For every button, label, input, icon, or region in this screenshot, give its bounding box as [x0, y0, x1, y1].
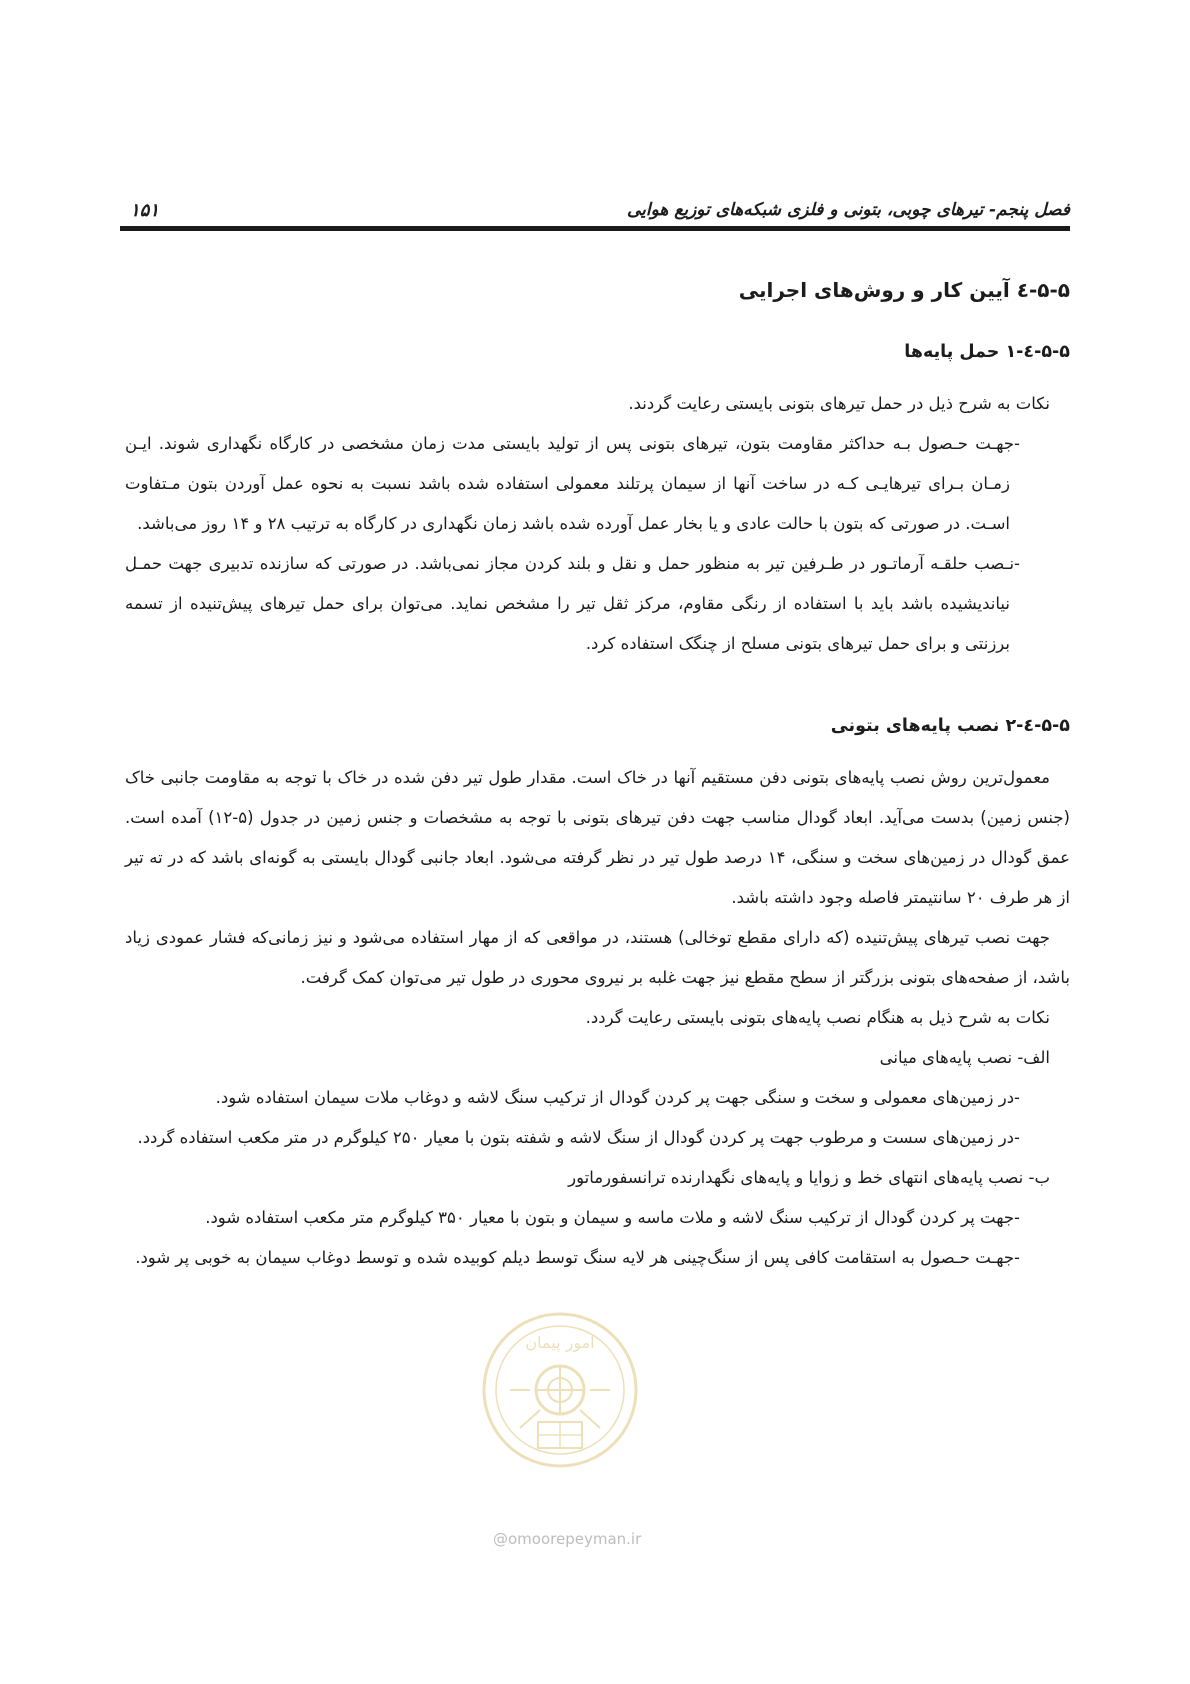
- part-a-bullet: -در زمین‌های معمولی و سخت و سنگی جهت پر کردن گودال از ترکیب سنگ لاشه و دوغاب ملات سیمان استفاده شود.: [215, 1088, 1020, 1107]
- subsection-title-transport: ۵-۵-٤-۱ حمل پایه‌ها: [904, 342, 1070, 362]
- watermark-url: @omoorepeyman.ir: [493, 1530, 642, 1548]
- page-header: [120, 200, 1070, 231]
- installation-paragraph: معمول‌ترین روش نصب پایه‌های بتونی دفن مستقیم آنها در خاک است. مقدار طول تیر دفن شده در خاک با توجه به مقاومت جانبی خاک (جنس زمین) بدست می‌آید. ابعاد گودال مناسب جهت دفن تیرهای بتونی با توجه به مشخصات و جنس زمین در جدول (۵-۱۲) آمده است. عمق گودال در زمین‌های سخت و سنگی، ۱۴ درصد طول تیر در نظر گرفته می‌شود. ابعاد جانبی گودال بایستی به گونه‌ای باشد که در ته تیر از هر طرف ۲۰ سانتیمتر فاصله وجود داشته باشد.: [125, 768, 1071, 907]
- transport-intro: نکات به شرح ذیل در حمل تیرهای بتونی بایستی رعایت گردند.: [628, 394, 1050, 413]
- transport-bullet: -جهـت حـصول بـه حداکثر مقاومت بتون، تیرهای بتونی پس از تولید بایستی مدت زمان مشخصی در کارگاه نگهداری شوند. ایـن زمـان بـرای تیرهایـی کـه در ساخت آنها از سیمان پرتلند معمولی استفاده شده باشد نسبت به نحوه عمل آوردن بتون مـتفاوت اسـت. در صورتی که بتون با حالت عادی و یا بخار عمل آورده شده باشد زمان نگهداری در کارگاه به ترتیب ۲۸ و ۱۴ روز می‌باشد.: [125, 434, 1020, 533]
- part-a-bullet: -در زمین‌های سست و مرطوب جهت پر کردن گودال از سنگ لاشه و شفته بتون با معیار ۲۵۰ کیلوگرم در متر مکعب استفاده گردد.: [137, 1128, 1020, 1147]
- installation-paragraph: جهت نصب تیرهای پیش‌تنیده (که دارای مقطع توخالی) هستند، در مواقعی که از مهار استفاده می‌شود و نیز زمانی‌که فشار عمودی زیاد باشد، از صفحه‌های بتونی بزرگتر از سطح مقطع نیز جهت غلبه بر نیروی محوری در طول تیر می‌توان کمک گرفت.: [125, 928, 1070, 987]
- part-b-bullet: -جهت پر کردن گودال از ترکیب سنگ لاشه و ملات ماسه و سیمان و بتون با معیار ۳۵۰ کیلوگرم متر مکعب استفاده شود.: [205, 1208, 1020, 1227]
- installation-intro: نکات به شرح ذیل به هنگام نصب پایه‌های بتونی بایستی رعایت گردد.: [585, 1008, 1050, 1027]
- part-a-title: الف- نصب پایه‌های میانی: [879, 1048, 1050, 1067]
- subsection-title-installation: ۵-۵-٤-۲ نصب پایه‌های بتونی: [830, 716, 1070, 736]
- section-title: ۵-۵-٤ آیین کار و روش‌های اجرایی: [738, 278, 1070, 302]
- transport-bullet: -نـصب حلقـه آرماتـور در طـرفین تیر به منظور حمل و نقل و بلند کردن مجاز نمی‌باشد. در صورتی که سازنده تدبیری جهت حمـل نیاندیشیده باشد باید با استفاده از رنگی مقاوم، مرکز ثقل تیر را مشخص نماید. می‌توان برای حمل تیرهای پیش‌تنیده از تسمه برزنتی و برای حمل تیرهای بتونی مسلح از چنگک استفاده کرد.: [125, 554, 1020, 653]
- seal-text: امور پیمان: [525, 1333, 595, 1352]
- page-body: [125, 270, 1070, 1278]
- running-title: فصل پنجم- تیرهای چوبی، بتونی و فلزی شبکه‌های توزیع هوایی: [627, 200, 1070, 220]
- page-number: ۱۵۱: [130, 200, 160, 221]
- part-b-title: ب- نصب پایه‌های انتهای خط و زوایا و پایه‌های نگهدارنده ترانسفورماتور: [568, 1168, 1050, 1187]
- part-b-bullet: -جهـت حـصول به استقامت کافی پس از سنگ‌چینی هر لایه سنگ توسط دیلم کوبیده شده و توسط دوغاب سیمان به خوبی پر شود.: [135, 1248, 1020, 1267]
- publisher-seal-icon: [480, 1310, 640, 1470]
